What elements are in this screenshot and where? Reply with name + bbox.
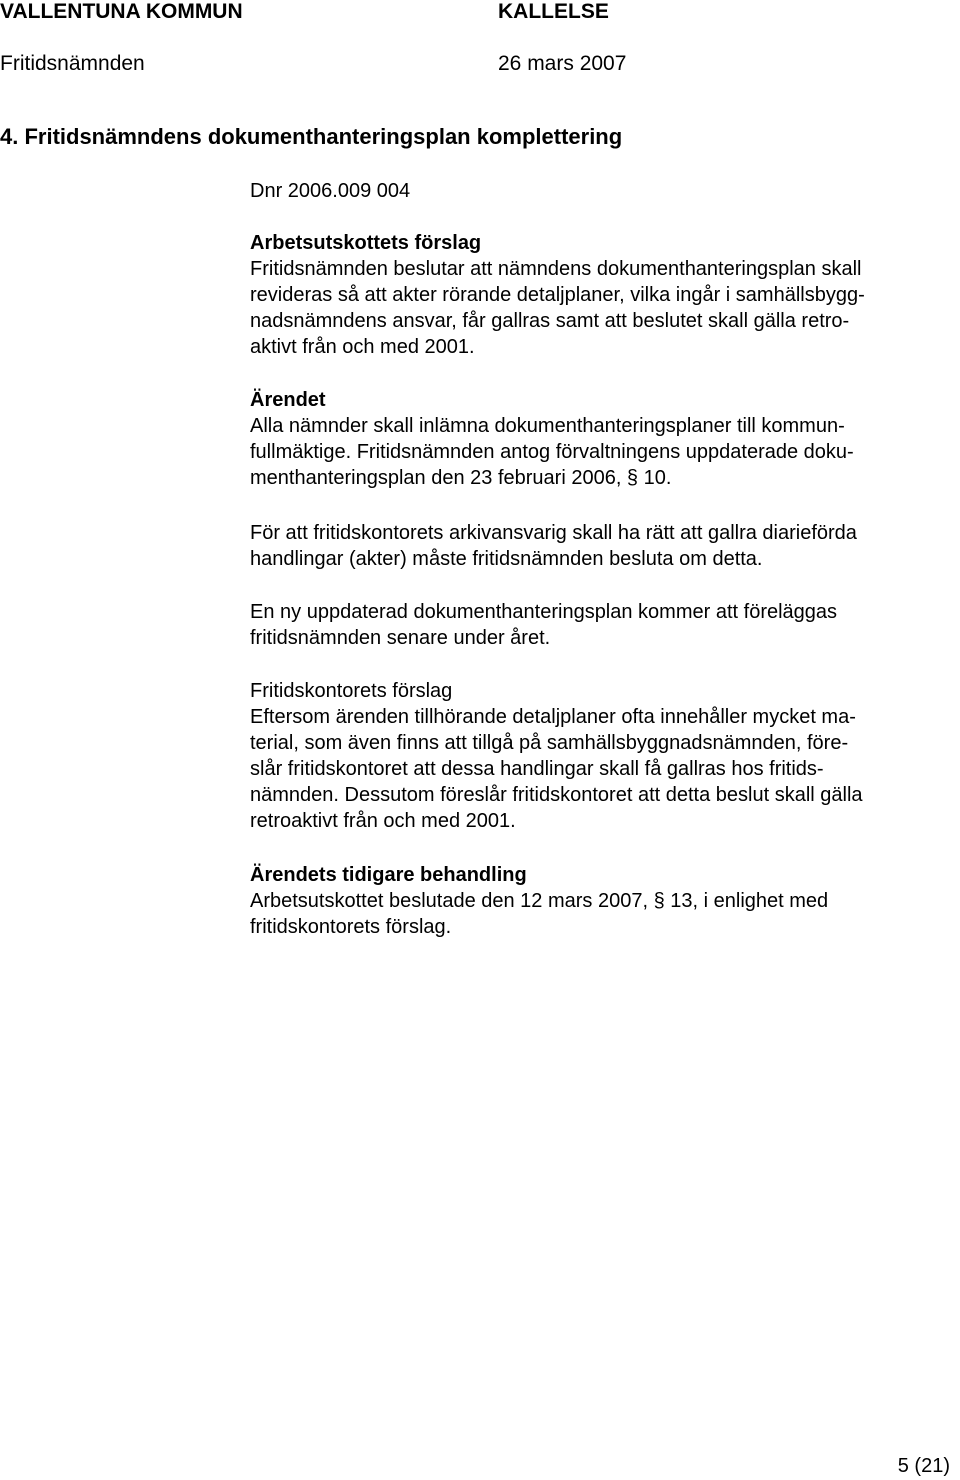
paragraph-new-plan xyxy=(250,599,950,651)
text-line: handlingar (akter) måste fritidsnämnden besluta om detta. xyxy=(250,548,763,570)
section-heading: Arbetsutskottets förslag xyxy=(250,232,482,254)
text-line: fritidskontorets förslag. xyxy=(250,916,452,938)
text-line: nämnden. Dessutom föreslår fritidskontoret att detta beslut skall gälla xyxy=(250,784,863,806)
item-title: 4. Fritidsnämndens dokumenthanteringsplan komplettering xyxy=(0,124,623,149)
committee-name: Fritidsnämnden xyxy=(0,52,145,75)
text-line: Alla nämnder skall inlämna dokumenthanteringsplaner till kommun- xyxy=(250,415,845,437)
paragraph-archive xyxy=(250,520,950,572)
text-line: En ny uppdaterad dokumenthanteringsplan kommer att föreläggas xyxy=(250,601,838,623)
text-line: slår fritidskontoret att dessa handlingar skall få gallras hos fritids- xyxy=(250,758,824,780)
text-line: menthanteringsplan den 23 februari 2006, § 10. xyxy=(250,467,672,489)
section-fritidskontoret xyxy=(250,678,950,834)
section-arendet xyxy=(250,387,950,491)
diary-number: Dnr 2006.009 004 xyxy=(250,180,411,202)
text-line: Arbetsutskottet beslutade den 12 mars 2007, § 13, i enlighet med xyxy=(250,890,829,912)
text-line: Fritidsnämnden beslutar att nämndens dokumenthanteringsplan skall xyxy=(250,258,862,280)
section-heading: Ärendets tidigare behandling xyxy=(250,864,527,886)
page-number: 5 (21) xyxy=(897,1455,950,1477)
text-line: revideras så att akter rörande detaljplaner, vilka ingår i samhällsbygg- xyxy=(250,284,865,306)
text-line: För att fritidskontorets arkivansvarig skall ha rätt att gallra diarieförda xyxy=(250,522,857,544)
section-heading: Ärendet xyxy=(250,389,326,411)
text-line: fullmäktige. Fritidsnämnden antog förvaltningens uppdaterade doku- xyxy=(250,441,854,463)
section-tidigare-behandling xyxy=(250,862,950,940)
text-line: retroaktivt från och med 2001. xyxy=(250,810,516,832)
meeting-date: 26 mars 2007 xyxy=(498,52,627,75)
text-line: terial, som även finns att tillgå på samhällsbyggnadsnämnden, före- xyxy=(250,732,849,754)
text-line: fritidsnämnden senare under året. xyxy=(250,627,551,649)
text-line: aktivt från och med 2001. xyxy=(250,336,475,358)
document-type: KALLELSE xyxy=(498,0,609,23)
text-line: Eftersom ärenden tillhörande detaljplaner ofta innehåller mycket ma- xyxy=(250,706,856,728)
section-heading: Fritidskontorets förslag xyxy=(250,680,453,702)
section-arbetsutskottet xyxy=(250,230,950,360)
text-line: nadsnämndens ansvar, får gallras samt att beslutet skall gälla retro- xyxy=(250,310,850,332)
municipality-name: VALLENTUNA KOMMUN xyxy=(0,0,243,23)
